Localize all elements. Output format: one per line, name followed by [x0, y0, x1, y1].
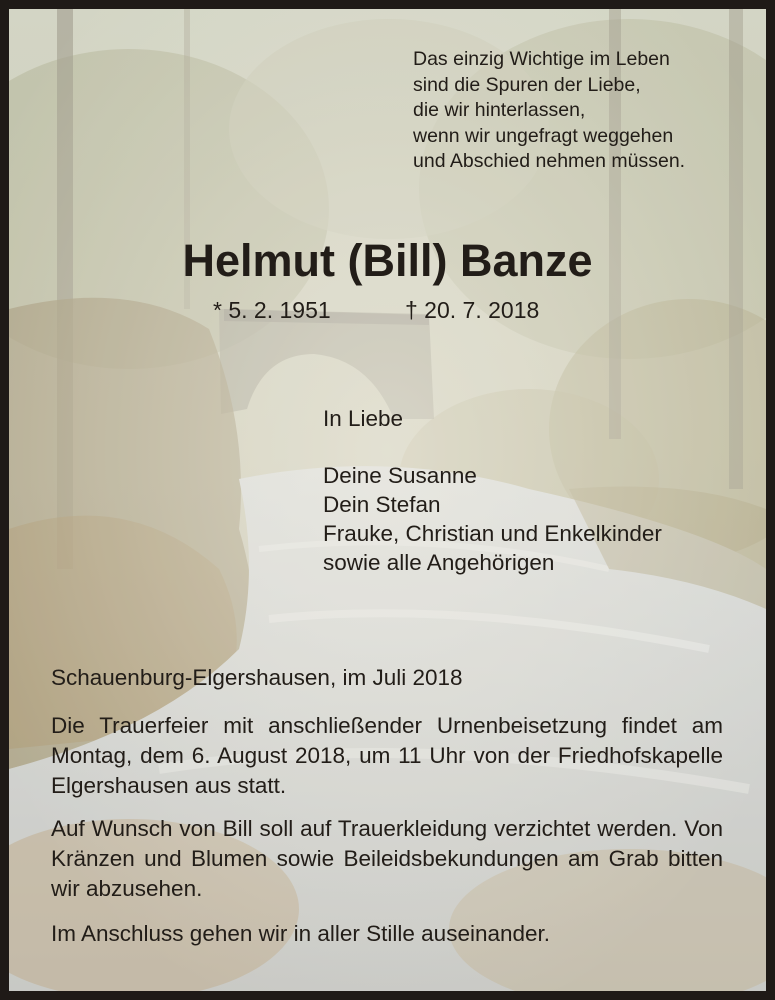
deceased-name: Helmut (Bill) Banze: [182, 235, 593, 286]
death-date: † 20. 7. 2018: [405, 297, 540, 323]
mourners-list: [323, 461, 662, 577]
poem-line: sind die Spuren der Liebe,: [413, 73, 641, 96]
mourner: sowie alle Angehörigen: [323, 550, 555, 575]
poem-line: die wir hinterlassen,: [413, 99, 586, 121]
mourners-intro: In Liebe: [323, 406, 404, 431]
funeral-info-paragraph: Die Trauerfeier mit anschließender Urnenbeisetzung findet am Montag, dem 6. August 2018, um 11 Uhr von der Friedhofskapelle Elgershausen aus statt.: [51, 713, 723, 798]
closing-paragraph: Im Anschluss gehen wir in aller Stille auseinander.: [51, 921, 551, 946]
mourner: Frauke, Christian und Enkelkinder: [323, 521, 662, 546]
poem-line: Das einzig Wichtige im Leben: [413, 48, 670, 70]
birth-date: * 5. 2. 1951: [213, 297, 331, 323]
poem: [413, 47, 685, 175]
mourner: Dein Stefan: [323, 492, 441, 517]
poem-line: wenn wir ungefragt weggehen: [413, 124, 674, 147]
poem-line: und Abschied nehmen müssen.: [413, 150, 686, 172]
mourner: Deine Susanne: [323, 463, 477, 488]
place-and-date: Schauenburg-Elgershausen, im Juli 2018: [51, 665, 463, 690]
dress-code-paragraph: Auf Wunsch von Bill soll auf Trauerkleidung verzichtet werden. Von Kränzen und Blumen sowie Beileidsbekundungen am Grab bitten wir abzusehen.: [51, 816, 723, 901]
